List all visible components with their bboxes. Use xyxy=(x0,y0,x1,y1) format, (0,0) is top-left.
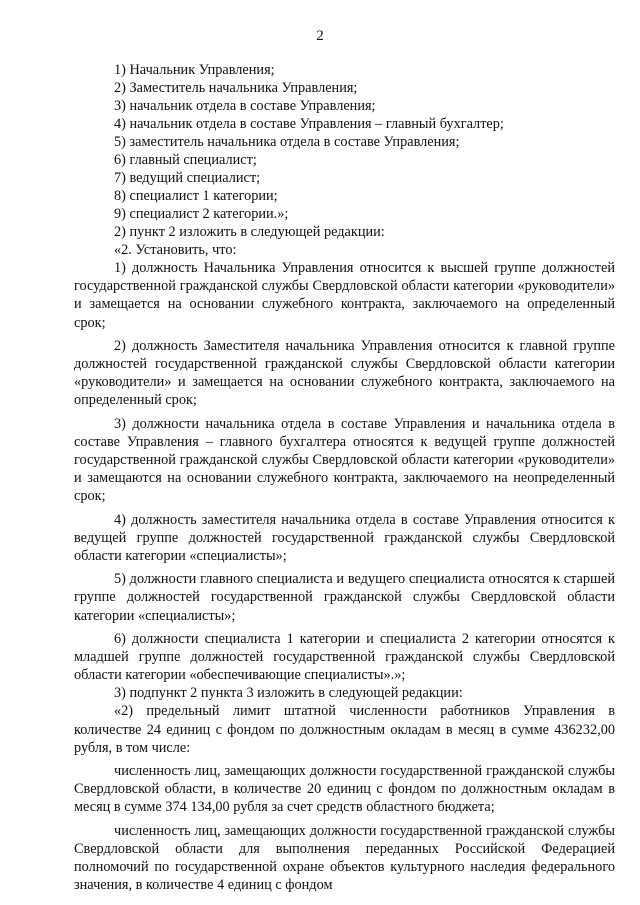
list-item-4: 4) начальник отдела в составе Управления – главный бухгалтер; xyxy=(114,116,504,132)
quoted-point-2-heading: «2. Установить, что: xyxy=(114,242,237,258)
list-item-9: 9) специалист 2 категории.»; xyxy=(114,206,289,222)
paragraph-3: 3) должности начальника отдела в составе Управления и начальника отдела в составе Управления – главного бухгалтера относятся к ведущей группе должностей государственной гражданской службы Свердловской области категории «руководители» и замещаются на основании служебного контракта, заключаемого на неопределенный срок; xyxy=(74,415,615,505)
amendment-point-2: 2) пункт 2 изложить в следующей редакции: xyxy=(114,224,385,240)
tail-paragraph-1: «2) предельный лимит штатной численности работников Управления в количестве 24 единиц с фондом по должностным окладам в месяц в сумме 436232,00 рубля, в том числе: xyxy=(74,703,615,756)
document-body xyxy=(74,61,615,895)
tail-paragraph-2: численность лиц, замещающих должности государственной гражданской службы Свердловской области, в количестве 20 единиц с фондом по должностным окладам в месяц в сумме 374 134,00 рубля за счет средств областного бюджета; xyxy=(74,763,615,816)
list-item-7: 7) ведущий специалист; xyxy=(114,170,261,186)
amendment-point-3: 3) подпункт 2 пункта 3 изложить в следующей редакции: xyxy=(114,685,463,702)
list-item-6: 6) главный специалист; xyxy=(114,152,257,168)
paragraph-5: 5) должности главного специалиста и ведущего специалиста относятся к старшей группе должностей государственной гражданской службы Свердловской области категории «специалисты»; xyxy=(74,571,615,624)
paragraph-4: 4) должность заместителя начальника отдела в составе Управления относится к ведущей группе должностей государственной гражданской службы Свердловской области категории «специалисты»; xyxy=(74,511,615,565)
paragraph-2: 2) должность Заместителя начальника Управления относится к главной группе должностей государственной гражданской службы Свердловской области категории «руководители» и замещается на основании служебного контракта, заключаемого на определенный срок; xyxy=(74,337,615,409)
paragraph-6: 6) должности специалиста 1 категории и специалиста 2 категории относятся к младшей группе должностей государственной гражданской службы Свердловской области категории «обеспечивающие специалисты».»; xyxy=(74,630,615,684)
page-number: 2 xyxy=(316,28,324,44)
paragraph-1: 1) должность Начальника Управления относится к высшей группе должностей государственной гражданской службы Свердловской области категории «руководители» и замещается на основании служебного контракта, заключаемого на определенный срок; xyxy=(74,260,615,331)
list-item-8: 8) специалист 1 категории; xyxy=(114,188,278,204)
list-item-2: 2) Заместитель начальника Управления; xyxy=(114,80,358,96)
list-item-1: 1) Начальник Управления; xyxy=(114,62,275,78)
list-item-5: 5) заместитель начальника отдела в составе Управления; xyxy=(114,134,460,150)
list-item-3: 3) начальник отдела в составе Управления; xyxy=(114,98,376,114)
tail-paragraph-3: численность лиц, замещающих должности государственной гражданской службы Свердловской области для выполнения переданных Российской Федерацией полномочий по государственной охране объектов культурного наследия федерального значения, в количестве 4 единиц с фондом xyxy=(74,822,615,894)
